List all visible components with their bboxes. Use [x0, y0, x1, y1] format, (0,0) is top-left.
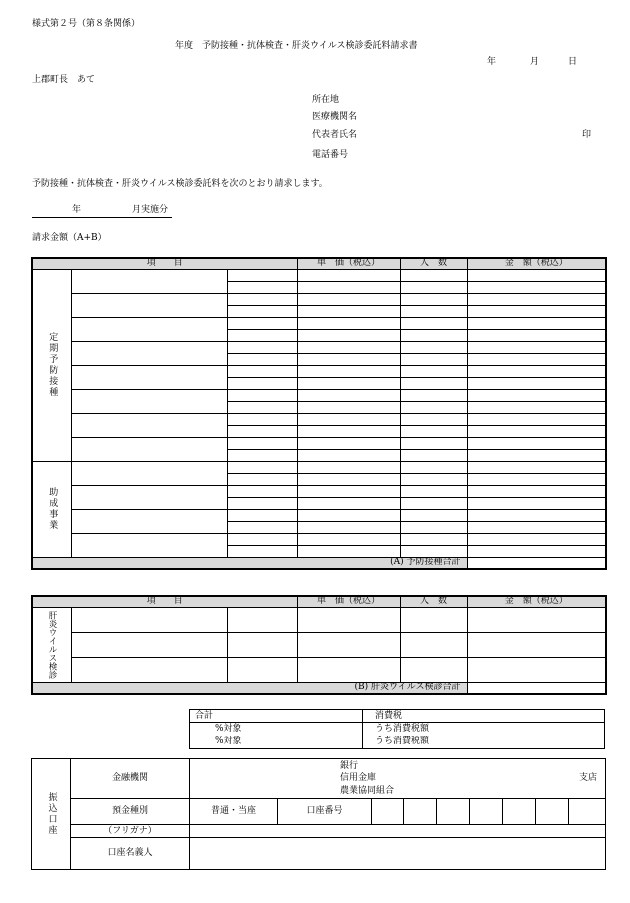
count-cell[interactable]	[400, 449, 467, 461]
account-digit-cell[interactable]	[437, 799, 470, 825]
header-amount: 金 額（税込）	[467, 596, 606, 607]
amount-cell[interactable]	[467, 485, 606, 497]
subitem-cell[interactable]	[227, 281, 297, 293]
unit-price-cell[interactable]	[297, 632, 400, 657]
count-cell[interactable]	[400, 425, 467, 437]
header-item: 項 目	[32, 596, 297, 607]
account-type-label: 預金種別	[71, 799, 190, 825]
header-unit-price: 単 価（税込）	[297, 258, 400, 269]
count-cell[interactable]	[400, 269, 467, 281]
furigana-value[interactable]	[190, 825, 606, 838]
period-year: 年	[72, 205, 82, 215]
subitem-cell[interactable]	[227, 413, 297, 425]
subitem-cell[interactable]	[227, 305, 297, 317]
item-cell[interactable]	[71, 485, 227, 509]
subitem-cell[interactable]	[227, 401, 297, 413]
amount-cell[interactable]	[467, 293, 606, 305]
group-subsidy-program: 助成事業	[32, 461, 71, 557]
tax-summary-table	[189, 709, 605, 749]
header-item: 項 目	[32, 258, 297, 269]
subitem-cell[interactable]	[227, 449, 297, 461]
count-cell[interactable]	[400, 473, 467, 485]
furigana-label: （フリガナ）	[71, 825, 190, 838]
unit-price-cell[interactable]	[297, 497, 400, 509]
count-cell[interactable]	[400, 657, 467, 682]
account-holder-label: 口座名義人	[71, 838, 190, 870]
item-cell[interactable]	[71, 607, 227, 632]
count-cell[interactable]	[400, 353, 467, 365]
count-cell[interactable]	[400, 461, 467, 473]
amount-cell[interactable]	[467, 317, 606, 329]
header-count: 人 数	[400, 258, 467, 269]
unit-price-cell[interactable]	[297, 389, 400, 401]
amount-cell[interactable]	[467, 533, 606, 545]
bank-transfer-table	[31, 758, 606, 870]
total-b-label: (B) 肝炎ウイルス検診合計	[32, 682, 467, 694]
seal-mark: 印	[582, 130, 592, 140]
subitem-cell[interactable]	[227, 473, 297, 485]
tax-target-1: %対象	[190, 723, 363, 736]
amount-cell[interactable]	[467, 607, 606, 632]
amount-cell[interactable]	[467, 632, 606, 657]
count-cell[interactable]	[400, 437, 467, 449]
period-line	[32, 206, 172, 218]
subitem-cell[interactable]	[227, 545, 297, 557]
unit-price-cell[interactable]	[297, 425, 400, 437]
group-routine-vaccination: 定期予防接種	[32, 269, 71, 461]
subitem-cell[interactable]	[227, 437, 297, 449]
applicant-institution-label: 医療機関名	[312, 112, 358, 122]
unit-price-cell[interactable]	[297, 509, 400, 521]
unit-price-cell[interactable]	[297, 437, 400, 449]
item-cell[interactable]	[71, 341, 227, 365]
unit-price-cell[interactable]	[297, 521, 400, 533]
item-cell[interactable]	[71, 413, 227, 437]
form-label: 様式第２号（第８条関係）	[32, 19, 141, 29]
amount-cell[interactable]	[467, 389, 606, 401]
amount-cell[interactable]	[467, 281, 606, 293]
count-cell[interactable]	[400, 533, 467, 545]
unit-price-cell[interactable]	[297, 533, 400, 545]
table-b-hepatitis	[31, 595, 607, 695]
unit-price-cell[interactable]	[297, 473, 400, 485]
unit-price-cell[interactable]	[297, 461, 400, 473]
subitem-cell[interactable]	[227, 389, 297, 401]
item-cell[interactable]	[71, 389, 227, 413]
subitem-cell[interactable]	[227, 377, 297, 389]
unit-price-cell[interactable]	[297, 353, 400, 365]
amount-cell[interactable]	[467, 509, 606, 521]
subitem-cell[interactable]	[227, 607, 297, 632]
subitem-cell[interactable]	[227, 533, 297, 545]
total-request-label: 請求金額（A+B）	[32, 233, 107, 243]
unit-price-cell[interactable]	[297, 269, 400, 281]
date-day: 日	[568, 57, 578, 67]
amount-cell[interactable]	[467, 473, 606, 485]
group-hepatitis-screening: 肝炎ウイルス検診	[32, 607, 71, 682]
item-cell[interactable]	[71, 365, 227, 389]
amount-cell[interactable]	[467, 413, 606, 425]
unit-price-cell[interactable]	[297, 329, 400, 341]
count-cell[interactable]	[400, 281, 467, 293]
subitem-cell[interactable]	[227, 521, 297, 533]
unit-price-cell[interactable]	[297, 657, 400, 682]
addressee: 上郡町長 あて	[32, 75, 96, 85]
amount-cell[interactable]	[467, 269, 606, 281]
agri-coop-option: 農業協同組合	[340, 786, 395, 796]
tax-amount-2: うち消費税額	[363, 736, 605, 749]
amount-cell[interactable]	[467, 353, 606, 365]
amount-cell[interactable]	[467, 377, 606, 389]
item-cell[interactable]	[71, 293, 227, 317]
total-b-amount[interactable]	[467, 682, 606, 694]
count-cell[interactable]	[400, 329, 467, 341]
unit-price-cell[interactable]	[297, 377, 400, 389]
amount-cell[interactable]	[467, 425, 606, 437]
item-cell[interactable]	[71, 632, 227, 657]
branch-label: 支店	[579, 773, 598, 783]
applicant-address-label: 所在地	[312, 95, 340, 105]
count-cell[interactable]	[400, 545, 467, 557]
period-month: 月実施分	[132, 205, 169, 215]
count-cell[interactable]	[400, 497, 467, 509]
unit-price-cell[interactable]	[297, 545, 400, 557]
count-cell[interactable]	[400, 389, 467, 401]
unit-price-cell[interactable]	[297, 341, 400, 353]
account-digit-cell[interactable]	[536, 799, 569, 825]
document-title: 年度 予防接種・抗体検査・肝炎ウイルス検診委託料請求書	[175, 41, 418, 51]
total-a-amount[interactable]	[467, 557, 606, 569]
applicant-representative-label: 代表者氏名	[312, 130, 358, 140]
account-digit-cell[interactable]	[503, 799, 536, 825]
applicant-phone-label: 電話番号	[312, 150, 349, 160]
unit-price-cell[interactable]	[297, 317, 400, 329]
count-cell[interactable]	[400, 293, 467, 305]
count-cell[interactable]	[400, 632, 467, 657]
subitem-cell[interactable]	[227, 509, 297, 521]
account-digit-cell[interactable]	[404, 799, 437, 825]
institution-value[interactable]	[190, 759, 606, 799]
subitem-cell[interactable]	[227, 657, 297, 682]
amount-cell[interactable]	[467, 365, 606, 377]
amount-cell[interactable]	[467, 497, 606, 509]
count-cell[interactable]	[400, 485, 467, 497]
subitem-cell[interactable]	[227, 317, 297, 329]
unit-price-cell[interactable]	[297, 413, 400, 425]
tax-consumption-label: 消費税	[363, 710, 605, 723]
bank-option: 銀行	[340, 761, 359, 771]
subitem-cell[interactable]	[227, 425, 297, 437]
item-cell[interactable]	[71, 461, 227, 485]
amount-cell[interactable]	[467, 461, 606, 473]
subitem-cell[interactable]	[227, 353, 297, 365]
subitem-cell[interactable]	[227, 293, 297, 305]
request-statement: 予防接種・抗体検査・肝炎ウイルス検診委託料を次のとおり請求します。	[32, 179, 328, 189]
count-cell[interactable]	[400, 413, 467, 425]
item-cell[interactable]	[71, 317, 227, 341]
header-amount: 金 額（税込）	[467, 258, 606, 269]
unit-price-cell[interactable]	[297, 293, 400, 305]
count-cell[interactable]	[400, 401, 467, 413]
amount-cell[interactable]	[467, 305, 606, 317]
account-type-value[interactable]: 普通・当座	[190, 799, 278, 825]
amount-cell[interactable]	[467, 437, 606, 449]
subitem-cell[interactable]	[227, 269, 297, 281]
count-cell[interactable]	[400, 607, 467, 632]
unit-price-cell[interactable]	[297, 485, 400, 497]
count-cell[interactable]	[400, 317, 467, 329]
subitem-cell[interactable]	[227, 341, 297, 353]
group-transfer-account: 振込口座	[32, 759, 71, 870]
count-cell[interactable]	[400, 305, 467, 317]
subitem-cell[interactable]	[227, 365, 297, 377]
tax-target-2: %対象	[190, 736, 363, 749]
header-count: 人 数	[400, 596, 467, 607]
subitem-cell[interactable]	[227, 485, 297, 497]
date-month: 月	[530, 57, 540, 67]
count-cell[interactable]	[400, 521, 467, 533]
count-cell[interactable]	[400, 377, 467, 389]
tax-total-label: 合計	[190, 710, 363, 723]
subitem-cell[interactable]	[227, 329, 297, 341]
unit-price-cell[interactable]	[297, 365, 400, 377]
amount-cell[interactable]	[467, 545, 606, 557]
table-a-vaccinations	[31, 257, 607, 570]
amount-cell[interactable]	[467, 521, 606, 533]
count-cell[interactable]	[400, 341, 467, 353]
tax-amount-1: うち消費税額	[363, 723, 605, 736]
unit-price-cell[interactable]	[297, 305, 400, 317]
unit-price-cell[interactable]	[297, 401, 400, 413]
count-cell[interactable]	[400, 509, 467, 521]
amount-cell[interactable]	[467, 449, 606, 461]
credit-union-option: 信用金庫	[340, 773, 377, 783]
subitem-cell[interactable]	[227, 461, 297, 473]
account-digit-cell[interactable]	[569, 799, 606, 825]
subitem-cell[interactable]	[227, 632, 297, 657]
item-cell[interactable]	[71, 509, 227, 533]
amount-cell[interactable]	[467, 401, 606, 413]
item-cell[interactable]	[71, 657, 227, 682]
account-number-label: 口座番号	[278, 799, 372, 825]
header-unit-price: 単 価（税込）	[297, 596, 400, 607]
account-digit-cell[interactable]	[470, 799, 503, 825]
subitem-cell[interactable]	[227, 497, 297, 509]
item-cell[interactable]	[71, 437, 227, 461]
account-holder-value[interactable]	[190, 838, 606, 870]
institution-label: 金融機関	[71, 759, 190, 799]
account-digit-cell[interactable]	[372, 799, 404, 825]
total-a-label: (A) 予防接種合計	[32, 557, 467, 569]
amount-cell[interactable]	[467, 341, 606, 353]
amount-cell[interactable]	[467, 329, 606, 341]
item-cell[interactable]	[71, 269, 227, 293]
item-cell[interactable]	[71, 533, 227, 557]
date-year: 年	[487, 57, 497, 67]
unit-price-cell[interactable]	[297, 449, 400, 461]
unit-price-cell[interactable]	[297, 281, 400, 293]
count-cell[interactable]	[400, 365, 467, 377]
unit-price-cell[interactable]	[297, 607, 400, 632]
amount-cell[interactable]	[467, 657, 606, 682]
